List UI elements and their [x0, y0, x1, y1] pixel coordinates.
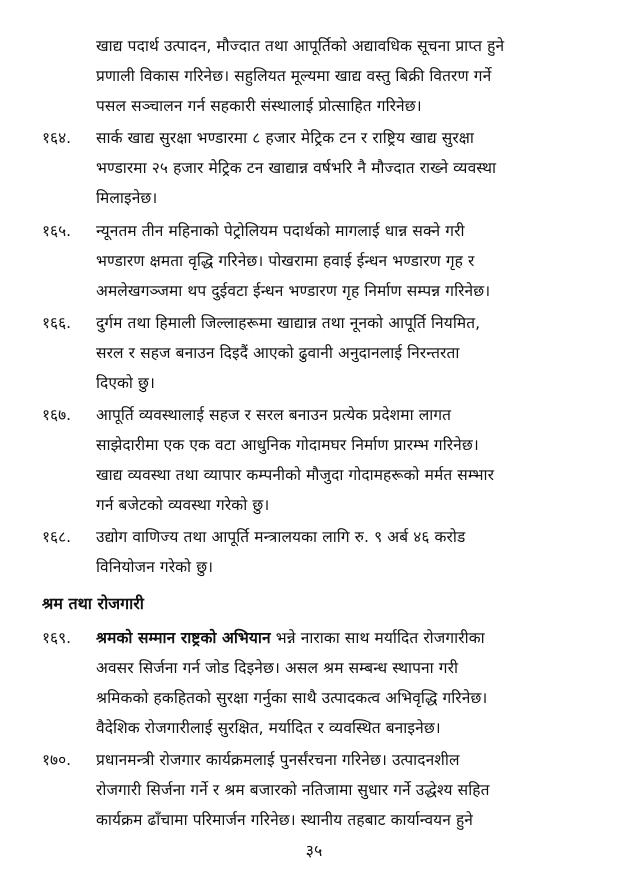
text-line: सार्क खाद्य सुरक्षा भण्डारमा ८ हजार मेट्रिक टन र राष्ट्रिय खाद्य सुरक्षा [96, 129, 475, 147]
text-line: श्रमिकको हकहितको सुरक्षा गर्नुका साथै उत्पादकत्व अभिवृद्धि गरिनेछ। [96, 689, 488, 707]
text-line: साझेदारीमा एक एक वटा आधुनिक गोदामघर निर्माण प्रारम्भ गरिनेछ। [96, 436, 479, 454]
text-line: अमलेखगञ्जमा थप दुईवटा ईन्धन भण्डारण गृह निर्माण सम्पन्न गरिनेछ। [96, 282, 491, 300]
text-line: दिएको छु। [96, 374, 156, 392]
section-heading: श्रम तथा रोजगारी [42, 594, 144, 613]
item-number: १६७. [42, 406, 72, 424]
item-number: १६६. [42, 314, 72, 332]
item-number: १६८. [42, 528, 72, 546]
item-number: १६५. [42, 222, 72, 240]
text-line: आपूर्ति व्यवस्थालाई सहज र सरल बनाउन प्रत्येक प्रदेशमा लागत [96, 406, 452, 424]
text-line: प्रधानमन्त्री रोजगार कार्यक्रमलाई पुनर्संरचना गरिनेछ। उत्पादनशील [96, 751, 460, 769]
text-line: रोजगारी सिर्जना गर्ने र श्रम बजारको नतिजामा सुधार गर्ने उद्धेश्य सहित [96, 781, 490, 799]
text-line: गर्न बजेटको व्यवस्था गरेको छु। [96, 496, 270, 514]
item-number: १६४. [42, 129, 72, 147]
text-line: अवसर सिर्जना गर्न जोड दिइनेछ। असल श्रम सम्बन्ध स्थापना गरी [96, 659, 459, 677]
item-number: १६९. [42, 629, 72, 647]
text-line: कार्यक्रम ढाँचामा परिमार्जन गरिनेछ। स्थानीय तहबाट कार्यान्वयन हुने [96, 811, 474, 829]
text-line: विनियोजन गरेको छु। [96, 558, 214, 576]
text-line: भण्डारमा २५ हजार मेट्रिक टन खाद्यान्न वर्षभरि नै मौज्दात राख्ने व्यवस्था [96, 159, 497, 177]
text-line: खाद्य व्यवस्था तथा व्यापार कम्पनीको मौजुदा गोदामहरूको मर्मत सम्भार [96, 466, 495, 484]
text-line: सरल र सहज बनाउन दिइदैं आएको ढुवानी अनुदानलाई निरन्तरता [96, 344, 460, 362]
bold-campaign-title: श्रमको सम्मान राष्ट्रको अभियान [96, 629, 271, 647]
text-line: भण्डारण क्षमता वृद्धि गरिनेछ। पोखरामा हवाई ईन्धन भण्डारण गृह र [96, 252, 475, 270]
text-line: पसल सञ्चालन गर्न सहकारी संस्थालाई प्रोत्साहित गरिनेछ। [96, 97, 422, 115]
text-run: भन्ने नाराका साथ मर्यादित रोजगारीका [270, 629, 485, 647]
text-line: न्यूनतम तीन महिनाको पेट्रोलियम पदार्थको मागलाई धान्न सक्ने गरी [96, 222, 465, 240]
text-line: प्रणाली विकास गरिनेछ। सहुलियत मूल्यमा खाद्य वस्तु बिक्री वितरण गर्ने [96, 67, 492, 85]
text-line: मिलाइनेछ। [96, 189, 158, 207]
text-line: दुर्गम तथा हिमाली जिल्लाहरूमा खाद्यान्न तथा नूनको आपूर्ति नियमित, [96, 314, 481, 332]
text-line: वैदेशिक रोजगारीलाई सुरक्षित, मर्यादित र व्यवस्थित बनाइनेछ। [96, 719, 441, 737]
text-line: उद्योग वाणिज्य तथा आपूर्ति मन्त्रालयका लागि रु. ९ अर्ब ४६ करोड [96, 528, 466, 546]
text-line [96, 628, 485, 648]
text-line: खाद्य पदार्थ उत्पादन, मौज्दात तथा आपूर्तिको अद्यावधिक सूचना प्राप्त हुने [96, 37, 505, 55]
item-number: १७०. [42, 751, 72, 769]
page-number: ३५ [305, 841, 323, 860]
